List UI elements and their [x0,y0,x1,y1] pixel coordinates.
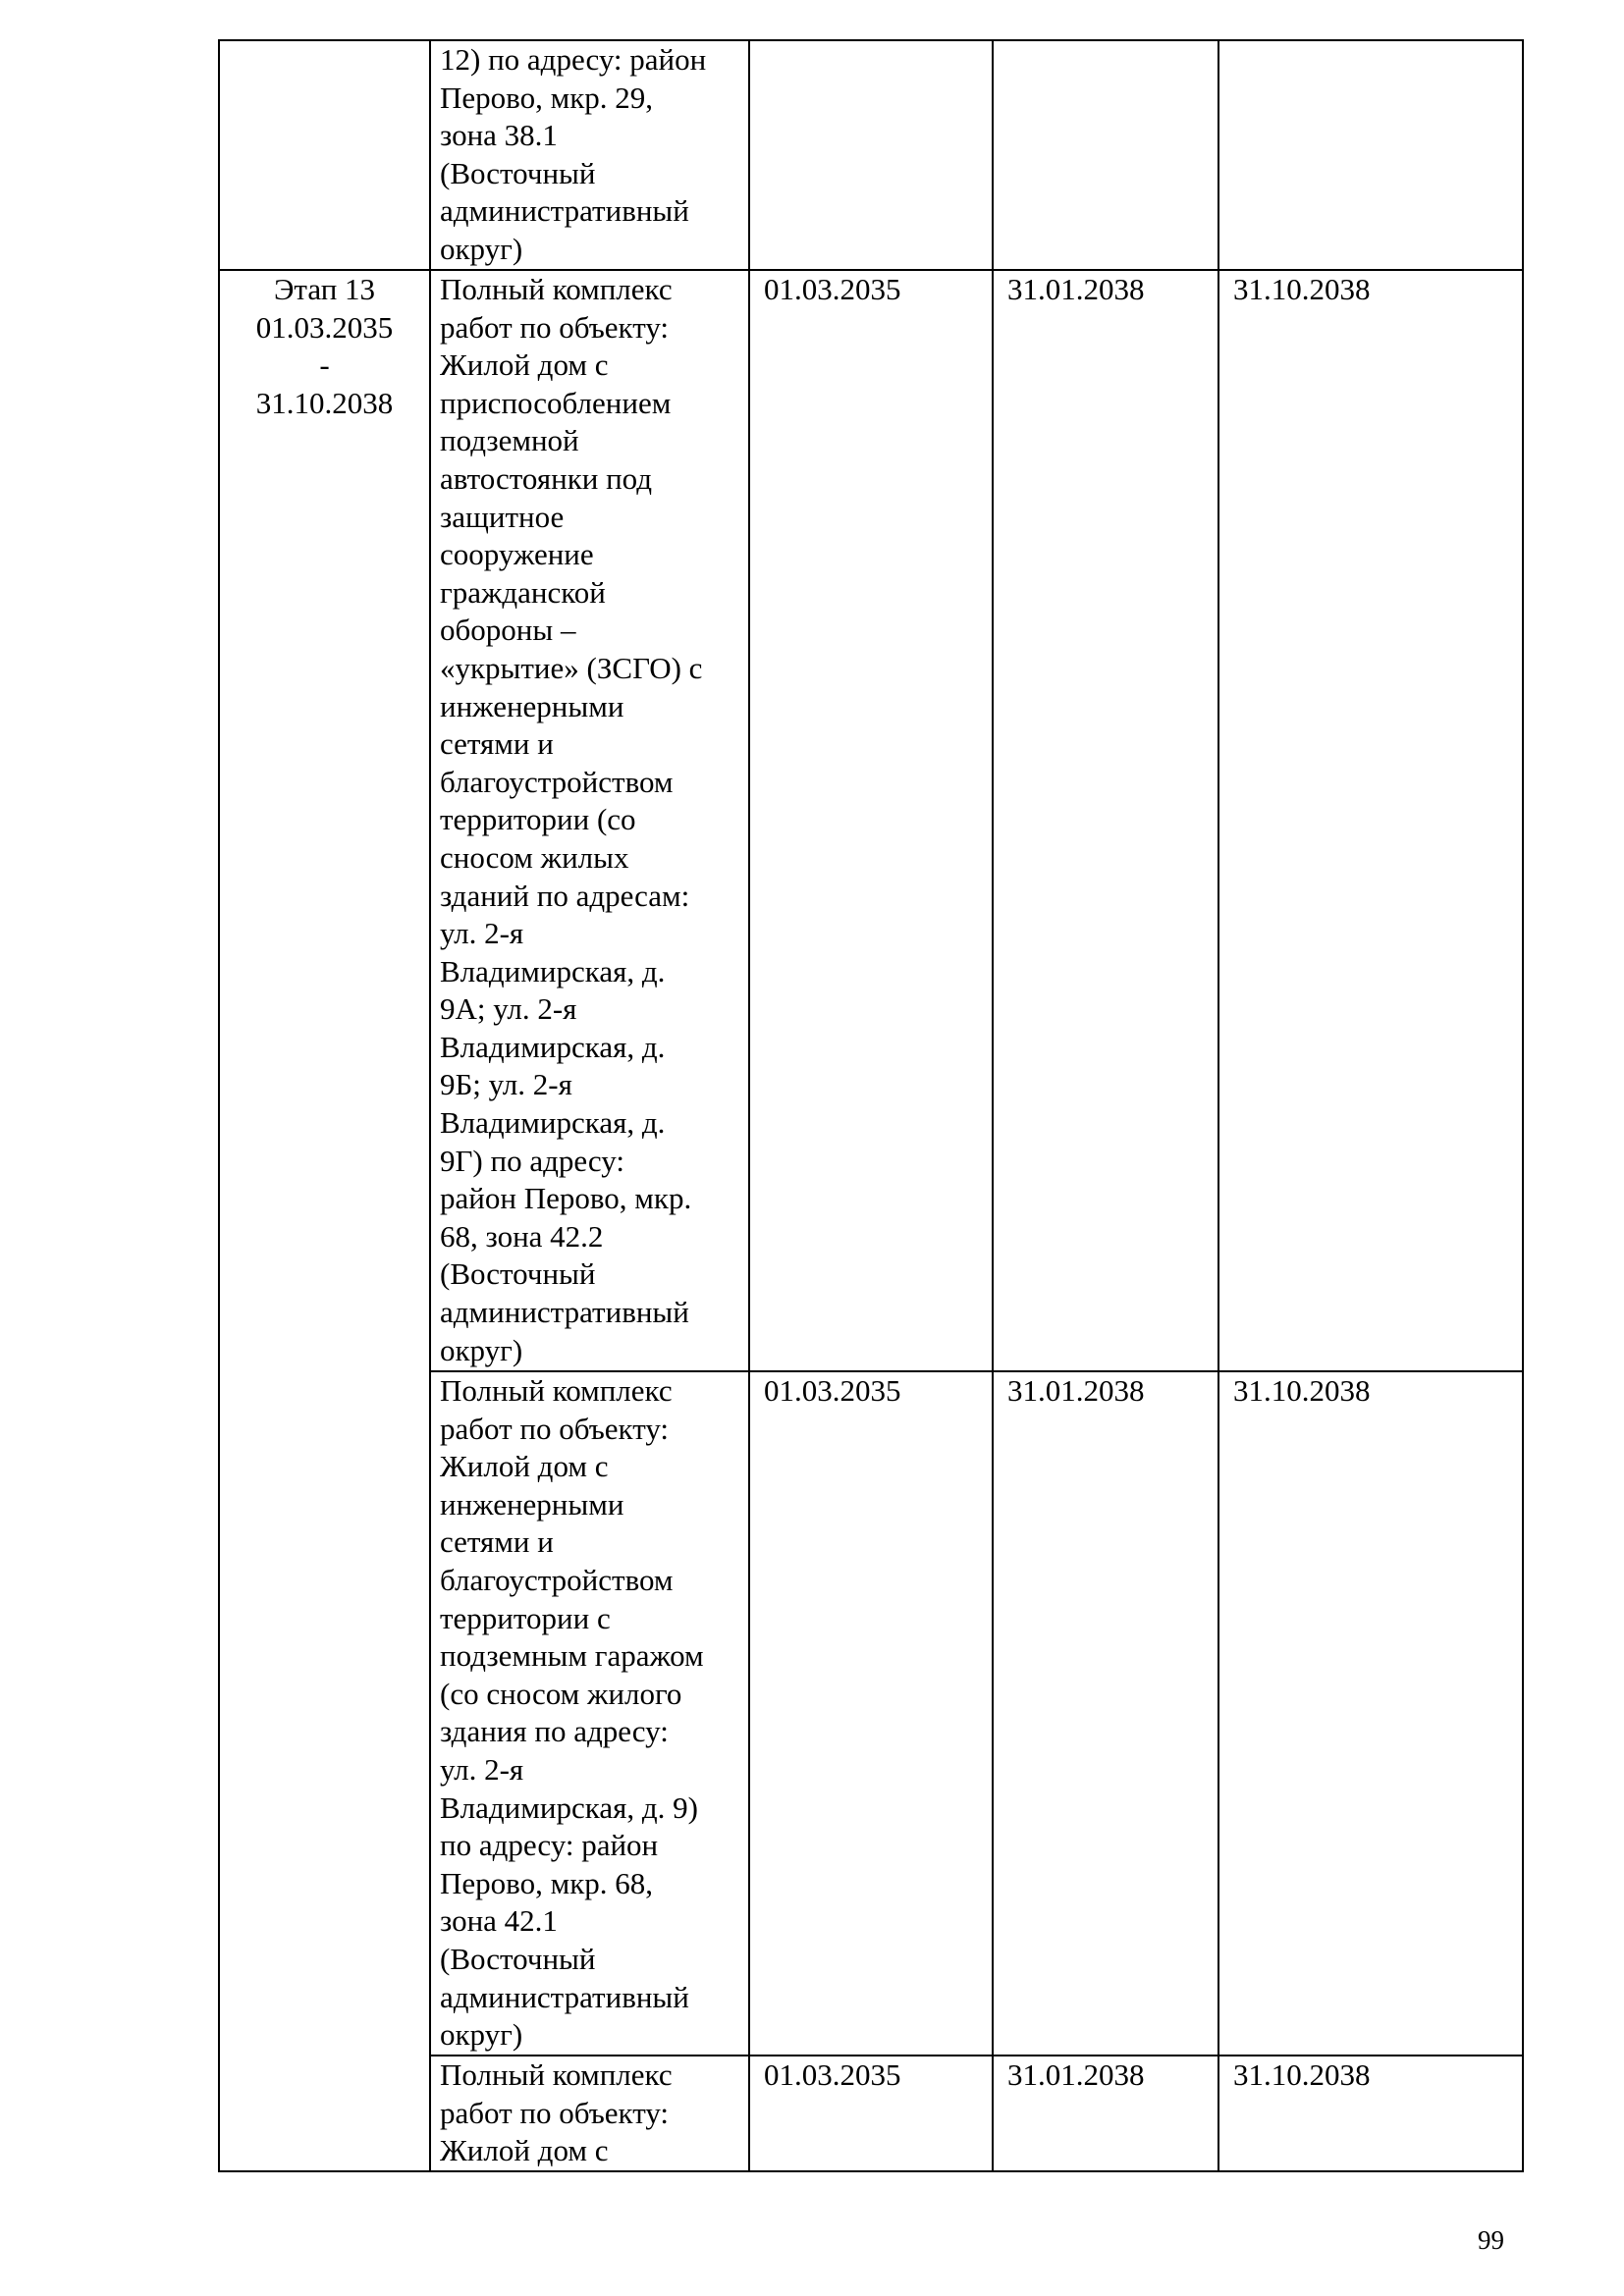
end-date-cell [1218,40,1523,270]
table-row [219,270,1523,1371]
end-date-cell: 31.10.2038 [1218,270,1523,1371]
description-cell: 12) по адресу: район Перово, мкр. 29, зона 38.1 (Восточный административный округ) [430,40,749,270]
end-date-cell: 31.10.2038 [1218,1371,1523,2056]
intermediate-date-cell: 31.01.2038 [993,2056,1218,2171]
description-cell: Полный комплекс работ по объекту: Жилой дом с инженерными сетями и благоустройством территории с подземным гаражом (со сносом жилого здания по адресу: ул. 2-я Владимирская, д. 9) по адресу: район Перово, мкр. 68, зона 42.1 (Восточный административный округ) [430,1371,749,2056]
start-date-cell: 01.03.2035 [749,2056,993,2171]
stage-cell [219,40,430,270]
intermediate-date-cell [993,40,1218,270]
page-number: 99 [1478,2225,1504,2255]
start-date-cell: 01.03.2035 [749,270,993,1371]
end-date-cell: 31.10.2038 [1218,2056,1523,2171]
start-date-cell [749,40,993,270]
description-cell: Полный комплекс работ по объекту: Жилой дом с [430,2056,749,2171]
intermediate-date-cell: 31.01.2038 [993,1371,1218,2056]
description-cell: Полный комплекс работ по объекту: Жилой дом с приспособлением подземной автостоянки под защитное сооружение гражданской обороны – «укрытие» (ЗСГО) с инженерными сетями и благоустройством территории (со сносом жилых зданий по адресам: ул. 2-я Владимирская, д. 9А; ул. 2-я Владимирская, д. 9Б; ул. 2-я Владимирская, д. 9Г) по адресу: район Перово, мкр. 68, зона 42.2 (Восточный административный округ) [430,270,749,1371]
schedule-table [218,39,1524,2172]
start-date-cell: 01.03.2035 [749,1371,993,2056]
stage-cell: Этап 13 01.03.2035 - 31.10.2038 [219,270,430,2171]
intermediate-date-cell: 31.01.2038 [993,270,1218,1371]
table-row [219,40,1523,270]
